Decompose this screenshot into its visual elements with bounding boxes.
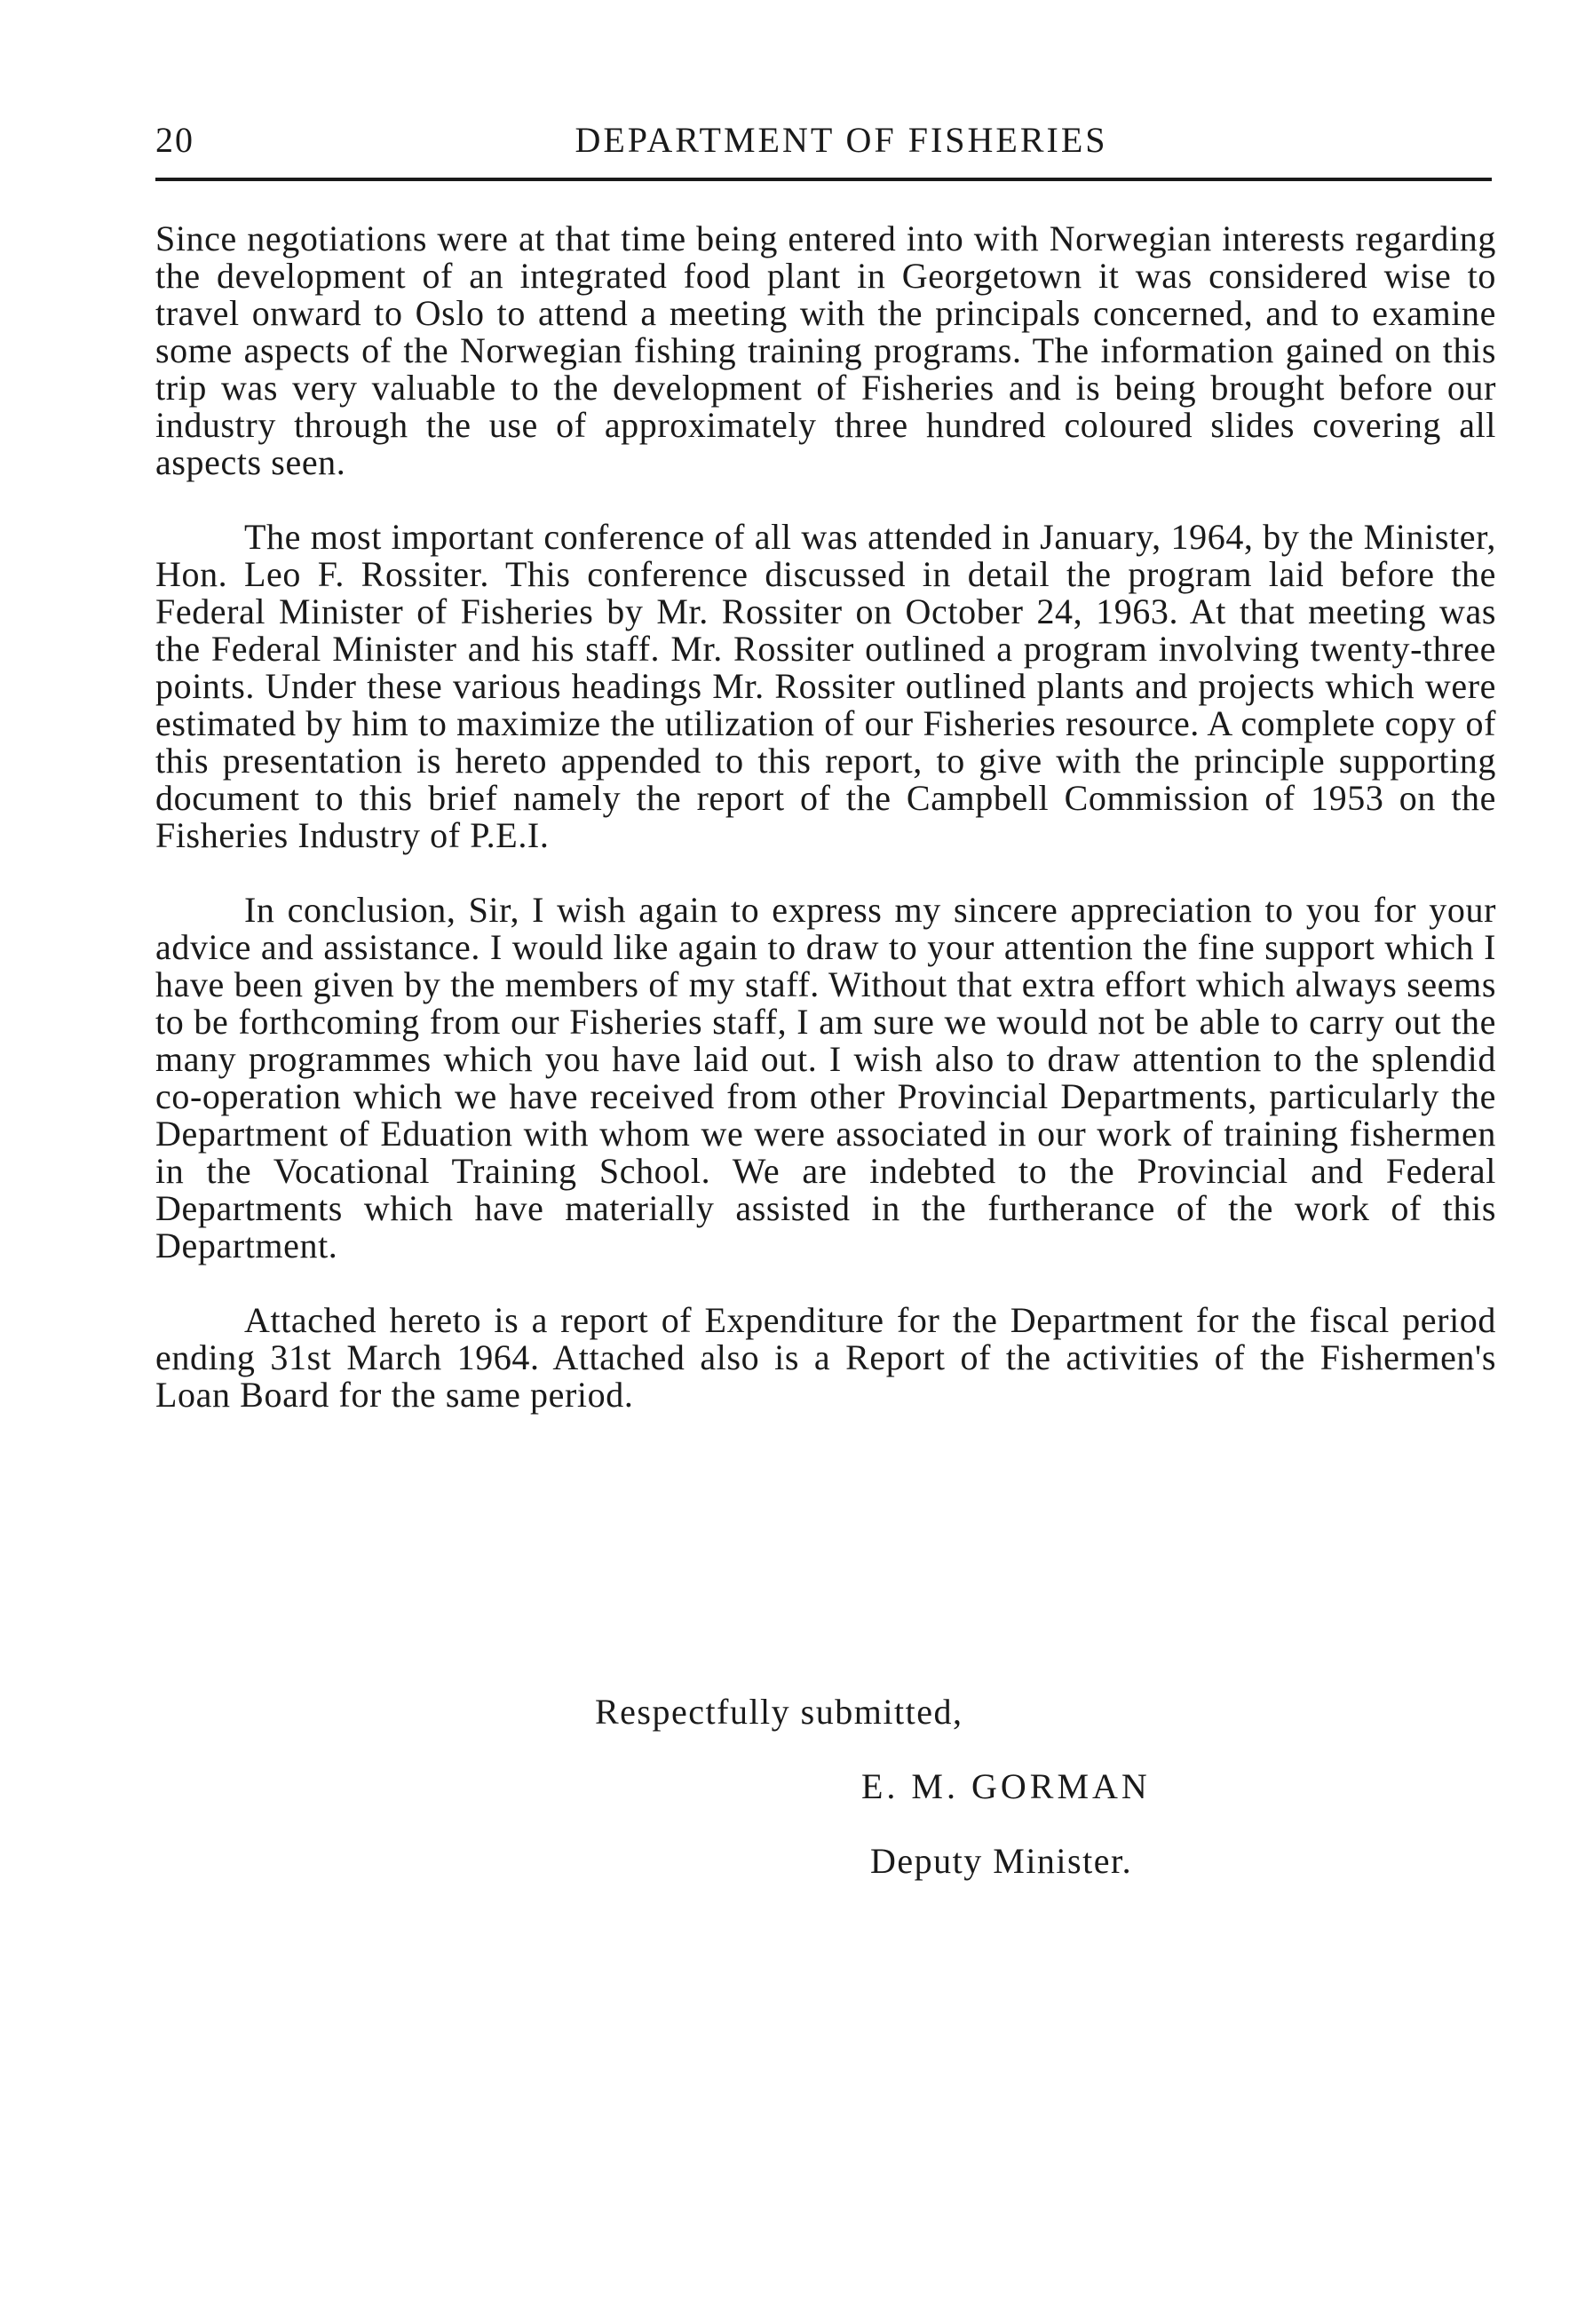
signatory-title: Deputy Minister. [870, 1841, 1133, 1881]
closing-line: Respectfully submitted, [595, 1692, 963, 1732]
page-header [155, 114, 1492, 167]
page-number: 20 [155, 120, 194, 160]
running-title: DEPARTMENT OF FISHERIES [575, 120, 1108, 160]
paragraph-conclusion: In conclusion, Sir, I wish again to express my sincere appreciation to you for your advice and assistance. I would like again to draw to your attention the fine support which I have been given by the members of my staff. Without that extra effort which always seems to be forthcoming from our Fisheries staff, I am sure we would not be able to carry out the many programmes which you have laid out. I wish also to draw attention to the splendid co-operation which we have received from other Provincial Departments, particularly the Department of Eduation with whom we were associated in our work of training fishermen in the Vocational Training School. We are indebted to the Provincial and Federal Departments which have materially assisted in the furtherance of the work of this Department. [155, 890, 1496, 1265]
paragraph-negotiations: Since negotiations were at that time being entered into with Norwegian interests regarding the development of an integrated food plant in Georgetown it was considered wise to travel onward to Oslo to attend a meeting with the principals concerned, and to examine some aspects of the Norwegian fishing training programs. The information gained on this trip was very valuable to the development of Fisheries and is being brought before our industry through the use of approximately three hundred coloured slides covering all aspects seen. [155, 218, 1496, 482]
signatory-name: E. M. GORMAN [861, 1766, 1151, 1806]
paragraph-attachments: Attached hereto is a report of Expenditure for the Department for the fiscal period ending 31st March 1964. Attached also is a Report of the activities of the Fishermen's Loan Board for the same period. [155, 1300, 1496, 1415]
paragraph-conference: The most important conference of all was attended in January, 1964, by the Minister, Hon. Leo F. Rossiter. This conference discussed in detail the program laid before the Federal Minister of Fisheries by Mr. Rossiter on October 24, 1963. At that meeting was the Federal Minister and his staff. Mr. Rossiter outlined a program involving twenty-three points. Under these various headings Mr. Rossiter outlined plants and projects which were estimated by him to maximize the utilization of our Fisheries resource. A complete copy of this presentation is hereto appended to this report, to give with the principle supporting document to this brief namely the report of the Campbell Commission of 1953 on the Fisheries Industry of P.E.I. [155, 517, 1496, 855]
body-text [155, 220, 1496, 1414]
header-rule [155, 178, 1492, 181]
